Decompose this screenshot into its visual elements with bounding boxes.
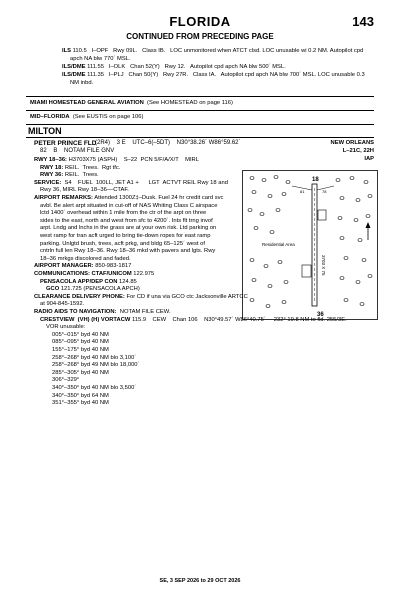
chart-ref-enroute: L–21C, 22H (342, 148, 374, 154)
airport-elev-line: 82 B NOTAM FILE GNV (40, 148, 115, 154)
body-line: CLEARANCE DELIVERY PHONE: For CD if una via GCO ctc Jacksonville ARTCC (34, 293, 248, 300)
continued-banner: CONTINUED FROM PRECEDING PAGE (126, 32, 274, 41)
ils-line: ILS/DME 111.35 I–PLJ Chan 50(Y) Rwy 27R. Class IA. Autopilot cpd apch NA blw 700´ MSL. LOC unusable 0.3 (62, 72, 365, 78)
body-line: 005°–015° byd 40 NM (52, 331, 109, 338)
body-line: 258°–268° byd 40 NM blo 3,100´ (52, 354, 137, 361)
page-number: 143 (352, 14, 374, 29)
airport-ident-line: (2R4) 3 E UTC–6(–5DT) N30°38.26´ W86°59.62´ (95, 140, 241, 146)
ils-line: ILS 110.5 I–OPF Rwy 09L. Class IB. LOC unmonitored when ATCT clsd. LOC unusable wi 0.2 NM. Autopilot cpd (62, 48, 364, 54)
body-line: 285°–305° byd 40 NM (52, 369, 109, 376)
body-line: RADIO AIDS TO NAVIGATION: NOTAM FILE CEW. (34, 309, 171, 315)
ils-line: apch NA blw 770´ MSL. (70, 56, 131, 62)
ref-miami-homestead: MIAMI HOMESTEAD GENERAL AVIATION (See HOMESTEAD on page 116) (30, 100, 233, 106)
chart-ref-center: NEW ORLEANS (330, 140, 374, 146)
runway-end-36-label: 36 (317, 312, 324, 318)
airport-name: PETER PRINCE FLD (34, 140, 97, 147)
chart-ref-iap: IAP (364, 156, 374, 162)
body-line: 306°–329° (52, 377, 80, 384)
body-line: arpt. Lndg and lnchs in the grass are at your own risk. Ltd parking on (40, 225, 217, 232)
body-line: 085°–095° byd 40 NM (52, 339, 109, 346)
runway-end-18-label: 18 (312, 177, 319, 183)
body-line: COMMUNICATIONS: CTAF/UNICOM 122.975 (34, 271, 155, 277)
body-line: RWY 36: REIL. Trees. (40, 172, 99, 179)
body-line: 340°–350° byd 64 NM (52, 392, 109, 399)
body-line: lctd 1400´ overhead within 1 mile from the ctr of the arpt on three (40, 210, 207, 217)
body-line: PENSACOLA APP/DEP CON 124.85 (40, 278, 137, 285)
body-line: 340°–350° byd 40 NM blo 3,500´ (52, 385, 137, 391)
body-line: sides to the east, north and west from sfc to 4200´. Ints flt trng invof (40, 217, 213, 224)
body-line: RWY 18–36: H3703X75 (ASPH) S–22 PCN 5/F/A/X/T MIRL (34, 157, 199, 163)
ils-line: ILS/DME 111.55 I–OLK Chan 52(Y) Rwy 12. Autopilot cpd apch NA blw 500´ MSL. (62, 64, 286, 70)
city-heading: MILTON (28, 126, 62, 136)
page-state-title: FLORIDA (169, 14, 231, 29)
body-line: cntrln full len Rwy 18–36. Rwy 18–36 mkd with pavers and lgts. Rwy (40, 248, 216, 255)
divider (26, 137, 374, 138)
body-line: AIRPORT MANAGER: 850-983-1817 (34, 263, 132, 270)
ref-mid-florida: MID–FLORIDA (See EUSTIS on page 106) (30, 114, 144, 120)
north-arrow-icon (366, 222, 371, 240)
body-line: VOR unusable: (46, 324, 86, 331)
body-line: 258°–268° byd 49 NM blo 18,000´ (52, 362, 140, 369)
ils-line: NM inbd. (70, 80, 94, 86)
divider (26, 110, 374, 111)
page-footer: SE, 3 SEP 2026 to 29 OCT 2026 (159, 578, 241, 584)
body-line: CRESTVIEW (VH) (H) VORTACW 115.9 CEW Chan 106 N30°49.57´ W86°40.75´ 232° 19.8 NM to fld. 255/3E. (40, 316, 347, 323)
divider (26, 96, 374, 97)
residential-area-label: Residential Area (262, 242, 295, 247)
marker-78: 78 (322, 189, 327, 194)
runway-dimensions-label: 3703 X 75 (321, 255, 326, 276)
body-line: GCO 121.725 (PENSACOLA APCH) (46, 286, 140, 293)
airport-diagram (242, 170, 378, 320)
body-line: AIRPORT REMARKS: Attended 1300Z‡–Dusk. Fuel 24 hr credit card svc (34, 195, 224, 201)
body-line: 18–36 mrkgs discolored and faded. (40, 255, 131, 262)
body-line: SERVICE: S4 FUEL 100LL, JET A1 + LGT ACTVT REIL Rwy 18 and (34, 179, 228, 186)
marker-81: 81 (300, 189, 305, 194)
body-line: at 904-845-1592. (40, 301, 85, 308)
divider (26, 124, 374, 125)
body-line: Rwy 36, MIRL Rwy 18–36––CTAF. (40, 187, 129, 194)
body-line: avbl. Be alert arpt situated in cut-off of NAS Whiting Class C airspace (40, 202, 218, 209)
body-line: 351°–355° byd 40 NM (52, 400, 109, 407)
body-line: west ramp for tran acft urged to bring tie-down ropes for east ramp (40, 233, 211, 239)
body-line: parking. Unlgtd brush, trees, acft prkg, and bldg 65–125´ west of (40, 240, 205, 247)
body-line: RWY 18: REIL. Trees. Rgt tfc. (40, 164, 121, 171)
body-line: 155°–175° byd 40 NM (52, 347, 109, 353)
